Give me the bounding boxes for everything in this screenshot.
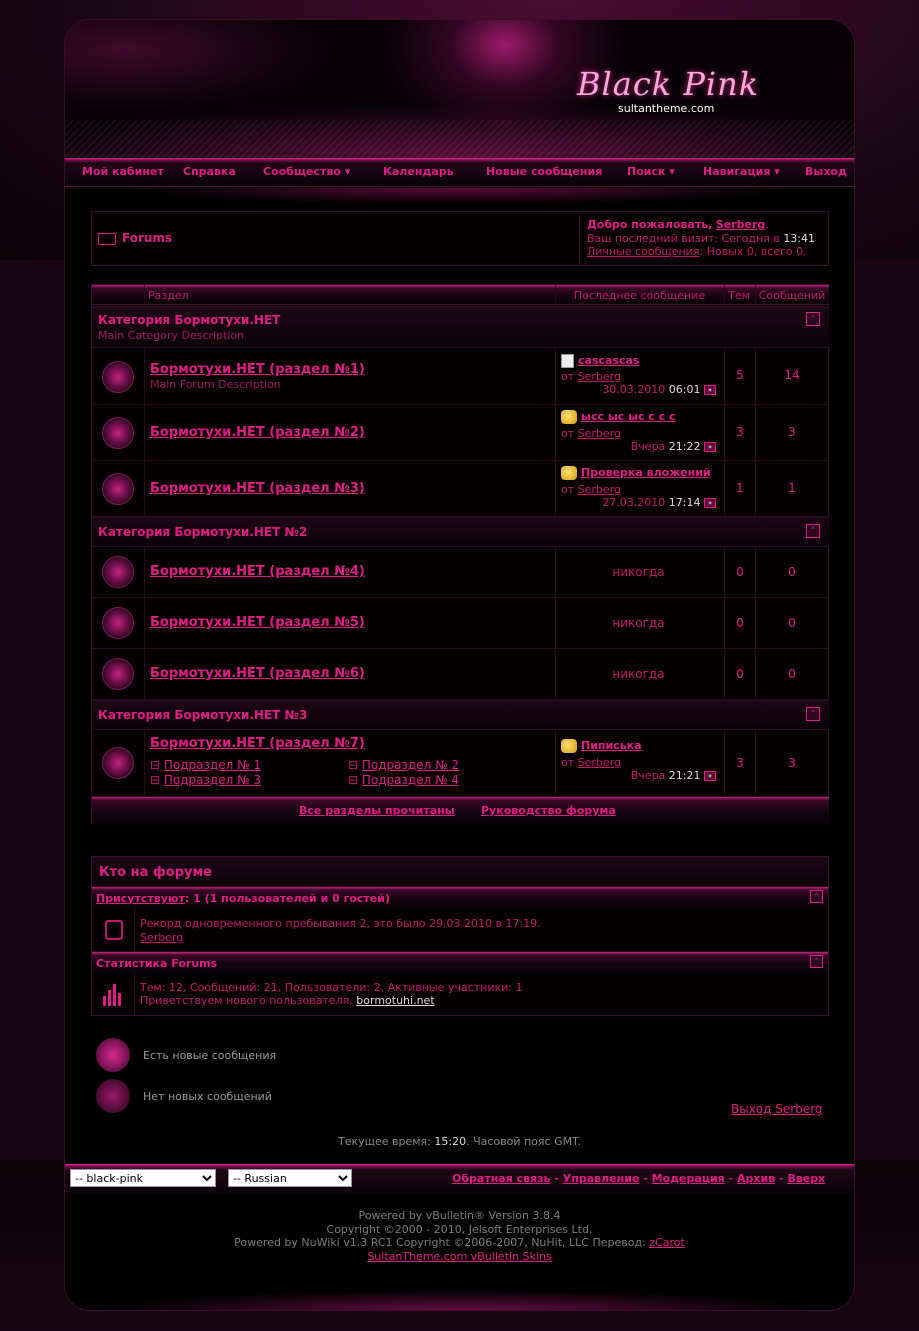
last-post-title[interactable]: ысс ыс ыс с с с (581, 410, 676, 423)
nav-new-posts[interactable]: Новые сообщения (486, 165, 603, 178)
last-post-time: 21:22 (668, 440, 701, 453)
subforum-icon: ⊟ (150, 773, 161, 787)
divider (144, 598, 145, 648)
logo-subtitle: sultantheme.com (618, 102, 715, 115)
last-post-user[interactable]: Serberg (577, 756, 621, 769)
category-3 (92, 700, 829, 730)
breadcrumb[interactable]: Forums (122, 231, 173, 245)
last-post-date: Вчера (630, 769, 666, 782)
record-text: Рекорд одновременного пребывания 2, это было 29.03.2010 в 17:19. (140, 917, 541, 930)
welcome-new-line (140, 994, 435, 1007)
post-count: 14 (784, 368, 800, 382)
last-post-title-line (561, 410, 676, 424)
footer-links (452, 1172, 825, 1185)
divider (555, 461, 556, 516)
header (65, 20, 854, 160)
divider (555, 730, 556, 796)
forum-status-icon (102, 556, 134, 588)
divider (144, 405, 145, 460)
forum-guide-link[interactable]: Руководство форума (481, 804, 616, 817)
thread-count: 5 (736, 368, 744, 382)
nav-calendar[interactable]: Календарь (383, 165, 454, 178)
current-time (65, 1135, 854, 1148)
separator: - (779, 1172, 784, 1185)
last-post-title[interactable]: Проверка вложений (581, 466, 711, 479)
forum-row-7 (92, 730, 829, 797)
whos-online-header (92, 857, 828, 887)
last-post-date-line (561, 496, 716, 509)
post-count: 3 (788, 756, 796, 770)
current-time-value: 15:20 (434, 1135, 467, 1148)
legend-no-new: Нет новых сообщений (143, 1090, 272, 1103)
copyright-3-text: Powered by NuWiki v1.3 RC1 Copyright ©2006-2007, NuHit, LLC Перевод: (234, 1236, 646, 1249)
category-title[interactable]: Категория Бормотухи.НЕТ №2 (98, 525, 308, 539)
last-post-time: 21:21 (668, 769, 701, 782)
archive-link[interactable]: Архив (737, 1172, 776, 1185)
skins-link[interactable]: SultanTheme.com vBulletin Skins (367, 1250, 552, 1263)
legend-new: Есть новые сообщения (143, 1049, 277, 1062)
last-post-from: от (561, 756, 575, 769)
bottom-glow (65, 1282, 854, 1311)
collapse-icon[interactable]: ⌃ (810, 890, 823, 903)
last-post-from: от (561, 483, 575, 496)
copyright-2: Copyright ©2000 - 2010, Jelsoft Enterprises Ltd. (326, 1223, 593, 1236)
nav-logout[interactable]: Выход (805, 165, 847, 178)
forum-title[interactable]: Бормотухи.НЕТ (раздел №5) (150, 615, 365, 630)
pm-text: : Новых 0, всего 0. (699, 245, 807, 258)
separator: - (728, 1172, 734, 1185)
forum-title[interactable]: Бормотухи.НЕТ (раздел №1) (150, 362, 365, 377)
mark-all-read-link[interactable]: Все разделы прочитаны (299, 804, 455, 817)
forum-table (91, 284, 829, 824)
footer-bar (65, 1164, 854, 1193)
last-post-from: от (561, 370, 575, 383)
last-visit-time: 13:41 (783, 232, 816, 245)
last-post-by (561, 483, 621, 496)
last-post-title-line (561, 739, 642, 753)
col-last-post: Последнее сообщение (573, 289, 706, 302)
divider (144, 348, 145, 404)
divider (144, 461, 145, 516)
divider (555, 285, 556, 304)
forum-title[interactable]: Бормотухи.НЕТ (раздел №3) (150, 481, 365, 496)
forum-status-icon (102, 607, 134, 639)
no-new-posts-icon (96, 1079, 130, 1113)
last-post-date: Вчера (630, 440, 666, 453)
last-post-date: 30.03.2010 (602, 383, 666, 396)
subforum-1[interactable] (150, 758, 261, 772)
forum-desc: Main Forum Description (150, 378, 281, 391)
nav-search[interactable]: Поиск ▾ (627, 165, 675, 178)
new-user-link[interactable]: bormotuhi.net (356, 994, 435, 1007)
admin-link[interactable]: Управление (562, 1172, 640, 1185)
forum-status-icon (102, 747, 134, 779)
subforum-icon: ⊟ (348, 773, 359, 787)
last-post-date-line (561, 769, 716, 782)
goto-last-post-icon[interactable]: » (704, 442, 716, 452)
whos-online-box (91, 856, 829, 1016)
present-line (96, 892, 390, 905)
thread-count: 1 (736, 481, 744, 495)
last-post-date: 27.03.2010 (602, 496, 666, 509)
present-link[interactable]: Присутствуют (96, 892, 185, 905)
forum-status-icon (102, 658, 134, 690)
subforum-2[interactable] (348, 758, 459, 772)
separator: - (643, 1172, 648, 1185)
goto-last-post-icon[interactable]: » (704, 385, 716, 395)
pm-status (587, 245, 807, 258)
online-row (92, 908, 828, 952)
table-header (92, 285, 829, 305)
forum-row-5 (92, 598, 829, 649)
online-users-icon (105, 920, 123, 940)
last-post-by (561, 756, 621, 769)
divider (144, 730, 145, 796)
subforum-link[interactable]: Подраздел № 4 (361, 773, 459, 787)
copyright-4 (65, 1250, 854, 1263)
post-count: 0 (788, 565, 796, 579)
online-user-link[interactable]: Serberg (140, 931, 184, 944)
post-count: 0 (788, 616, 796, 630)
stats-title[interactable]: Статистика Forums (96, 957, 218, 970)
translator-link[interactable]: zCarot (649, 1236, 685, 1249)
welcome-dot: . (765, 218, 769, 231)
last-post-title[interactable]: Пиписька (581, 739, 642, 752)
last-post-never: никогда (612, 565, 665, 579)
goto-last-post-icon[interactable]: » (704, 498, 716, 508)
subforum-link[interactable]: Подраздел № 3 (163, 773, 261, 787)
style-select[interactable] (70, 1169, 216, 1187)
divider (755, 285, 756, 304)
timezone: . Часовой пояс GMT. (466, 1135, 581, 1148)
header-stripes (65, 120, 854, 158)
divider (134, 908, 135, 951)
thumbs-up-icon (561, 739, 577, 753)
separator: - (554, 1172, 559, 1185)
last-post-by (561, 370, 621, 383)
present-text: : 1 (1 пользователей и 0 гостей) (184, 892, 390, 905)
subforum-icon: ⊟ (348, 758, 359, 772)
contact-link[interactable]: Обратная связь (452, 1172, 551, 1185)
page-container (64, 19, 855, 1311)
subforum-icon: ⊟ (150, 758, 161, 772)
forum-row-3 (92, 461, 829, 517)
table-footer (92, 797, 829, 824)
category-title[interactable]: Категория Бормотухи.НЕТ №3 (98, 708, 308, 722)
divider (134, 973, 135, 1015)
forum-row-4 (92, 547, 829, 598)
forum-row-2 (92, 405, 829, 461)
forum-title[interactable]: Бормотухи.НЕТ (раздел №6) (150, 666, 365, 681)
col-section: Раздел (148, 289, 189, 302)
thread-count: 0 (736, 667, 744, 681)
logo[interactable]: Black Pink (577, 65, 760, 103)
last-post-date-line (561, 383, 716, 396)
last-post-title-line (561, 354, 639, 368)
last-post-title[interactable]: cascascas (578, 354, 640, 367)
current-time-label: Текущее время: (337, 1135, 431, 1148)
thumbs-up-icon (561, 410, 577, 424)
language-select[interactable] (228, 1169, 352, 1187)
category-desc: Main Category Description (98, 329, 245, 342)
present-bar (92, 887, 828, 908)
subforum-3[interactable] (150, 773, 261, 787)
last-post-never: никогда (612, 667, 665, 681)
divider (555, 405, 556, 460)
collapse-icon[interactable]: ⌃ (806, 707, 820, 721)
thumbs-up-icon (561, 466, 577, 480)
divider (144, 285, 145, 304)
divider (144, 649, 145, 699)
nav-help[interactable]: Справка (183, 165, 236, 178)
thread-count: 3 (736, 425, 744, 439)
welcome-block (587, 218, 769, 231)
divider (555, 348, 556, 404)
col-posts: Сообщений (758, 289, 826, 302)
col-threads: Тем (728, 289, 750, 302)
last-post-user[interactable]: Serberg (577, 370, 621, 383)
nav-community[interactable]: Сообщество ▾ (263, 165, 351, 178)
collapse-icon[interactable]: ⌃ (806, 524, 820, 538)
whos-online-title: Кто на форуме (99, 865, 212, 880)
nav-my-cabinet[interactable]: Мой кабинет (82, 165, 164, 178)
new-posts-icon (96, 1038, 130, 1072)
last-post-user[interactable]: Serberg (577, 427, 621, 440)
divider (579, 212, 580, 265)
stats-text: Тем: 12, Сообщений: 21, Пользователи: 2, Активные участники: 1 (140, 981, 523, 994)
thread-count: 3 (736, 756, 744, 770)
pm-link[interactable]: Личные сообщения (587, 245, 700, 258)
stats-chart-icon (103, 984, 125, 1006)
collapse-icon[interactable]: ⌃ (806, 312, 820, 326)
welcome-new-text: Приветствуем нового пользователя, (140, 994, 353, 1007)
post-count: 3 (788, 425, 796, 439)
welcome-greeting: Добро пожаловать, (587, 218, 713, 231)
thread-count: 0 (736, 616, 744, 630)
goto-last-post-icon[interactable]: » (704, 771, 716, 781)
last-post-never: никогда (612, 616, 665, 630)
moderation-link[interactable]: Модерация (651, 1172, 725, 1185)
subforum-link[interactable]: Подраздел № 2 (361, 758, 459, 772)
last-post-date-line (561, 440, 716, 453)
subforum-4[interactable] (348, 773, 459, 787)
subforum-link[interactable]: Подраздел № 1 (163, 758, 261, 772)
last-post-by (561, 427, 621, 440)
nav-navigation[interactable]: Навигация ▾ (703, 165, 780, 178)
post-count: 0 (788, 667, 796, 681)
last-visit (587, 232, 815, 245)
top-link[interactable]: Вверх (787, 1172, 826, 1185)
logout-link[interactable]: Выход Serberg (731, 1102, 823, 1116)
breadcrumb-box (91, 211, 829, 266)
last-post-time: 17:14 (668, 496, 701, 509)
stats-row (92, 973, 828, 1015)
category-title[interactable]: Категория Бормотухи.НЕТ (98, 313, 281, 327)
last-post-doc-icon (561, 354, 574, 368)
forum-row-1 (92, 348, 829, 405)
forum-title[interactable]: Бормотухи.НЕТ (раздел №2) (150, 425, 365, 440)
folder-open-icon (98, 233, 116, 245)
last-post-title-line (561, 466, 711, 480)
copyright-1: Powered by vBulletin® Version 3.8.4 (358, 1209, 561, 1222)
last-post-from: от (561, 427, 575, 440)
navbar (65, 158, 854, 187)
forum-title[interactable]: Бормотухи.НЕТ (раздел №4) (150, 564, 365, 579)
last-post-time: 06:01 (668, 383, 701, 396)
divider (144, 547, 145, 597)
last-post-user[interactable]: Serberg (577, 483, 621, 496)
forum-status-icon (102, 361, 134, 393)
forum-status-icon (102, 473, 134, 505)
forum-row-6 (92, 649, 829, 700)
divider (724, 285, 725, 304)
welcome-user-link[interactable]: Serberg (715, 218, 766, 231)
forum-status-icon (102, 417, 134, 449)
thread-count: 0 (736, 565, 744, 579)
forum-title[interactable]: Бормотухи.НЕТ (раздел №7) (150, 736, 365, 751)
copyright-3 (65, 1236, 854, 1249)
last-visit-label: Ваш последний визит: Сегодня в (587, 232, 780, 245)
category-1 (92, 306, 829, 348)
stats-bar (92, 952, 828, 973)
category-2 (92, 517, 829, 547)
post-count: 1 (788, 481, 796, 495)
collapse-icon[interactable]: ⌃ (810, 955, 823, 968)
